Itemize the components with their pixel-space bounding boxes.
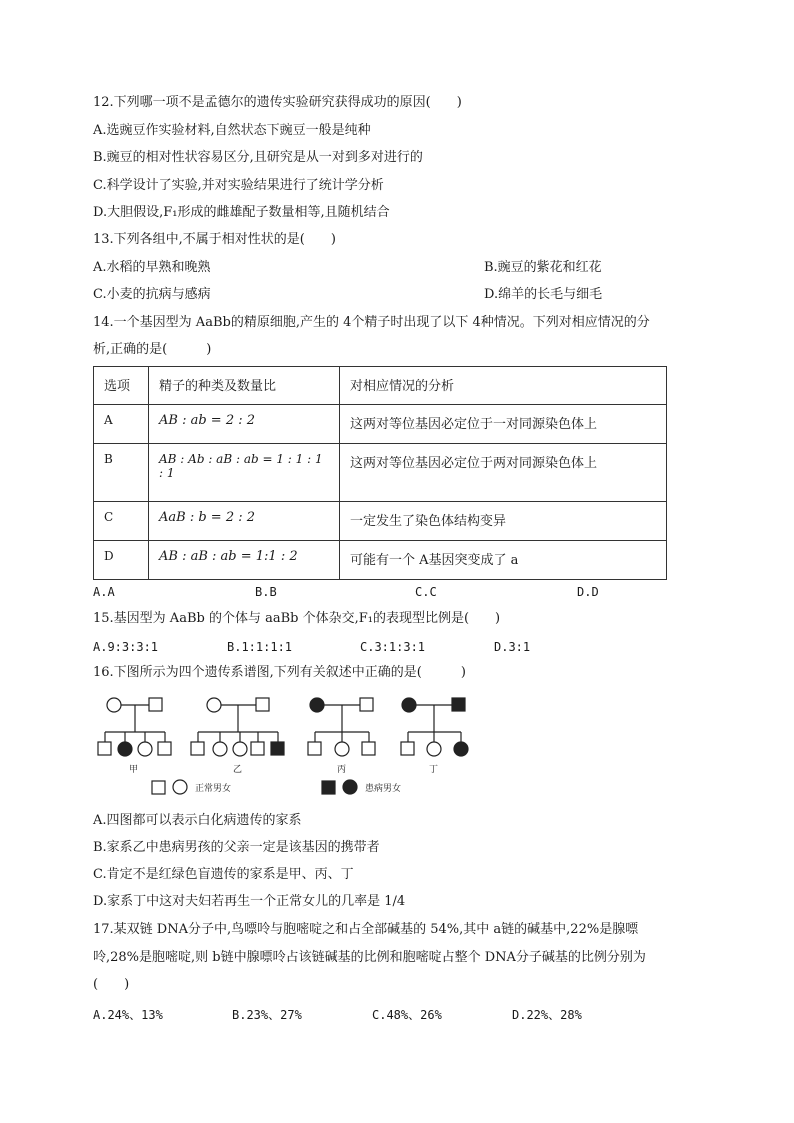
legend-normal-label: 正常男女 bbox=[195, 784, 232, 794]
q14-row-a-analysis: 这两对等位基因必定位于一对同源染色体上 bbox=[340, 405, 667, 444]
q16-option-c: C.肯定不是红绿色盲遗传的家系是甲、丙、丁 bbox=[93, 867, 354, 882]
q16-stem: 16.下图所示为四个遗传系谱图,下列有关叙述中正确的是( ) bbox=[93, 665, 466, 680]
q14-header-ratio: 精子的种类及数量比 bbox=[149, 367, 340, 405]
family-label-ding: 丁 bbox=[429, 765, 439, 775]
legend-affected-label: 患病男女 bbox=[365, 784, 402, 794]
q17-stem-line1: 17.某双链 DNA分子中,鸟嘌呤与胞嘧啶之和占全部碱基的 54%,其中 a链的碱基中,22%是腺嘌 bbox=[93, 922, 639, 937]
q15-choice-d: D.3:1 bbox=[494, 640, 531, 654]
q16-option-b: B.家系乙中患病男孩的父亲一定是该基因的携带者 bbox=[93, 840, 380, 855]
q14-header-analysis: 对相应情况的分析 bbox=[340, 367, 667, 405]
q17-choice-b: B.23%、27% bbox=[232, 1008, 302, 1022]
q17-stem-line3: ( ) bbox=[93, 977, 130, 992]
pedigree-diagram bbox=[93, 690, 483, 805]
q12-stem: 12.下列哪一项不是孟德尔的遗传实验研究获得成功的原因( ) bbox=[93, 95, 462, 110]
q14-choice-a: A.A bbox=[93, 585, 115, 599]
q14-choice-d: D.D bbox=[577, 585, 599, 599]
q17-choice-d: D.22%、28% bbox=[512, 1008, 582, 1022]
q14-row-d-ratio: AB : aB : ab = 1:1 : 2 bbox=[149, 541, 340, 580]
q14-row-a-option: A bbox=[94, 405, 149, 444]
q13-option-d: D.绵羊的长毛与细毛 bbox=[484, 287, 603, 302]
q14-header-option: 选项 bbox=[94, 367, 149, 405]
legend-affected-female-symbol bbox=[343, 780, 357, 794]
q14-choice-c: C.C bbox=[415, 585, 437, 599]
family-label-yi: 乙 bbox=[233, 765, 243, 775]
q14-row-c-analysis: 一定发生了染色体结构变异 bbox=[340, 502, 667, 541]
q14-table-header-row bbox=[94, 367, 667, 405]
q15-choice-c: C.3:1:3:1 bbox=[360, 640, 426, 654]
pedigree-yi bbox=[191, 698, 284, 756]
legend-normal-female-symbol bbox=[173, 780, 187, 794]
q12-option-a: A.选豌豆作实验材料,自然状态下豌豆一般是纯种 bbox=[93, 123, 371, 138]
q12-option-b: B.豌豆的相对性状容易区分,且研究是从一对到多对进行的 bbox=[93, 150, 423, 165]
table-row bbox=[94, 444, 667, 502]
table-row bbox=[94, 405, 667, 444]
family-label-bing: 丙 bbox=[337, 765, 347, 775]
q14-row-c-ratio: AaB : b = 2 : 2 bbox=[149, 502, 340, 541]
q14-choice-b: B.B bbox=[255, 585, 277, 599]
q16-option-a: A.四图都可以表示白化病遗传的家系 bbox=[93, 813, 302, 828]
q14-stem-line2: 析,正确的是( ) bbox=[93, 342, 212, 357]
legend-affected-male-symbol bbox=[322, 781, 335, 794]
pedigree-jia bbox=[98, 698, 171, 756]
q13-option-a: A.水稻的早熟和晚熟 bbox=[93, 260, 211, 275]
q17-choice-c: C.48%、26% bbox=[372, 1008, 442, 1022]
pedigree-ding bbox=[401, 698, 468, 756]
q17-choice-a: A.24%、13% bbox=[93, 1008, 163, 1022]
legend-normal-male-symbol bbox=[152, 781, 165, 794]
q14-row-d-option: D bbox=[94, 541, 149, 580]
q14-row-a-ratio: AB : ab = 2 : 2 bbox=[149, 405, 340, 444]
q14-row-b-option: B bbox=[94, 444, 149, 502]
table-row bbox=[94, 502, 667, 541]
pedigree-bing bbox=[308, 698, 375, 756]
q15-choice-b: B.1:1:1:1 bbox=[227, 640, 293, 654]
q13-option-b: B.豌豆的紫花和红花 bbox=[484, 260, 602, 275]
q15-stem: 15.基因型为 AaBb 的个体与 aaBb 个体杂交,F₁的表现型比例是( ) bbox=[93, 611, 501, 626]
q14-row-b-ratio: AB : Ab : aB : ab = 1 : 1 : 1 : 1 bbox=[149, 444, 340, 502]
q13-stem: 13.下列各组中,不属于相对性状的是( ) bbox=[93, 232, 336, 247]
q17-stem-line2: 呤,28%是胞嘧啶,则 b链中腺嘌呤占该链碱基的比例和胞嘧啶占整个 DNA分子碱基的比例分别为 bbox=[93, 950, 646, 965]
q12-option-c: C.科学设计了实验,并对实验结果进行了统计学分析 bbox=[93, 178, 384, 193]
q14-table bbox=[93, 366, 667, 580]
table-row bbox=[94, 541, 667, 580]
q14-stem-line1: 14.一个基因型为 AaBb的精原细胞,产生的 4个精子时出现了以下 4种情况。下列对相应情况的分 bbox=[93, 315, 650, 330]
family-label-jia: 甲 bbox=[129, 765, 139, 775]
q12-option-d: D.大胆假设,F₁形成的雌雄配子数量相等,且随机结合 bbox=[93, 205, 390, 220]
q14-row-b-analysis: 这两对等位基因必定位于两对同源染色体上 bbox=[340, 444, 667, 502]
q13-option-c: C.小麦的抗病与感病 bbox=[93, 287, 211, 302]
q15-choice-a: A.9:3:3:1 bbox=[93, 640, 159, 654]
q14-row-d-analysis: 可能有一个 A基因突变成了 a bbox=[340, 541, 667, 580]
q14-row-c-option: C bbox=[94, 502, 149, 541]
q16-option-d: D.家系丁中这对夫妇若再生一个正常女儿的几率是 1/4 bbox=[93, 894, 406, 909]
